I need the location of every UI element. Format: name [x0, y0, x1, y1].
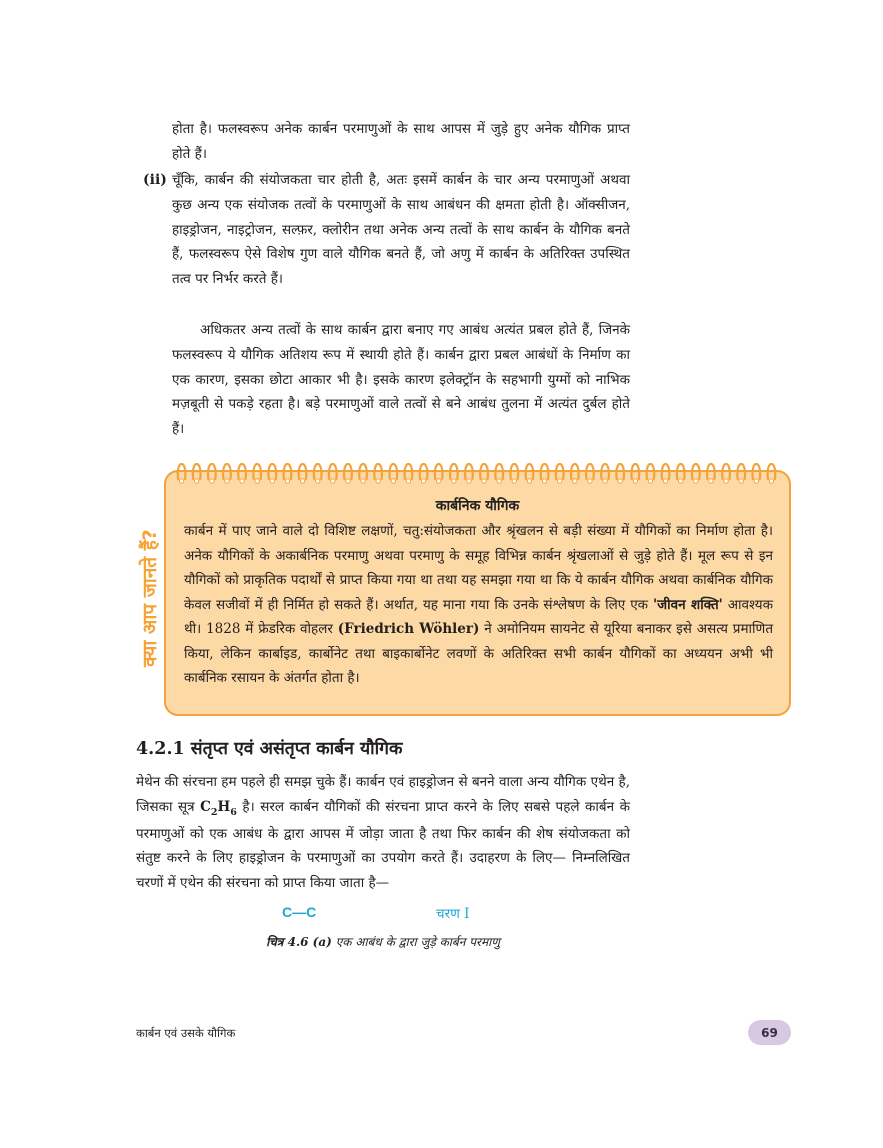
spiral-hole: [754, 479, 758, 483]
spiral-loop: [631, 464, 639, 479]
spiral-hole: [603, 479, 607, 483]
spiral-loop: [329, 464, 337, 479]
spiral-loop: [193, 464, 201, 479]
spiral-loop: [374, 464, 382, 479]
spiral-loop: [178, 464, 186, 479]
formula-h-subscript: 6: [230, 806, 237, 818]
spiral-hole: [512, 479, 516, 483]
box-text-part1: कार्बन में पाए जाने वाले दो विशिष्ट लक्षणों, चतु:संयोजकता और श्रृंखलन से बड़ी संख्या में यौगिकों का निर्माण होता है। अनेक यौगिकों के अकार्बनिक परमाणु अथवा परमाणु के समूह विभिन्न कार्बन श्रृंखलाओं से जुड़े होते हैं। मूल रूप से इन यौगिकों को प्राकृतिक पदार्थों से प्राप्त किया गया था तथा यह समझा गया था कि ये कार्बन यौगिक अथवा कार्बनिक यौगिक केवल सजीवों में ही निर्मित हो सकते हैं। अर्थात, यह माना गया कि उनके संश्लेषण के लिए एक: [184, 523, 773, 613]
spiral-loop: [253, 464, 261, 479]
spiral-hole: [300, 479, 304, 483]
spiral-loop: [752, 464, 760, 479]
spiral-loop: [647, 464, 655, 479]
spiral-loop: [435, 464, 443, 479]
ethane-formula: [200, 798, 237, 818]
spiral-loop: [223, 464, 231, 479]
spiral-hole: [633, 479, 637, 483]
spiral-loop: [526, 464, 534, 479]
spiral-hole: [452, 479, 456, 483]
footer-chapter-title: कार्बन एवं उसके यौगिक: [136, 1026, 236, 1040]
spiral-hole: [255, 479, 259, 483]
continuation-paragraph: होता है। फलस्वरूप अनेक कार्बन परमाणुओं के साथ आपस में जुड़े हुए अनेक यौगिक प्राप्त होते हैं।: [172, 121, 630, 162]
spiral-loop: [284, 464, 292, 479]
spiral-loop: [616, 464, 624, 479]
spiral-hole: [346, 479, 350, 483]
spiral-loop: [737, 464, 745, 479]
formula-h: H: [217, 798, 231, 815]
spiral-loop: [586, 464, 594, 479]
spiral-loop: [495, 464, 503, 479]
spiral-hole: [467, 479, 471, 483]
spiral-hole: [406, 479, 410, 483]
spiral-loop: [601, 464, 609, 479]
list-marker-ii: (ii): [143, 172, 167, 188]
spiral-hole: [497, 479, 501, 483]
section-text-part2: है। सरल कार्बन यौगिकों की संरचना प्राप्त करने के लिए सबसे पहले कार्बन के परमाणुओं को एक आबंध के द्वारा आपस में जोड़ा जाता है तथा फिर कार्बन की शेष संयोजकता को संतुष्ट करने के लिए हाइड्रोजन के परमाणुओं का उपयोग करते हैं। उदाहरण के लिए— निम्नलिखित चरणों में एथेन की संरचना को प्राप्त किया जाता है—: [136, 798, 631, 892]
spiral-loop: [405, 464, 413, 479]
spiral-loop: [465, 464, 473, 479]
did-you-know-label-text: क्या आप जानते हैं?: [139, 529, 162, 667]
spiral-loop: [722, 464, 730, 479]
box-text-part3: ने अमोनियम सायनेट से यूरिया बनाकर इसे असत्य प्रमाणित किया, लेकिन कार्बाइड, कार्बोनेट तथा बाइकार्बोनेट लवणों के अतिरिक्त सभी कार्बन यौगिकों का अध्ययन अभी भी कार्बनिक रसायन के अंतर्गत होता है।: [184, 621, 774, 686]
spiral-hole: [709, 479, 713, 483]
figure-caption: [136, 933, 630, 950]
spiral-loop: [389, 464, 397, 479]
spiral-hole: [557, 479, 561, 483]
spiral-loop: [768, 464, 776, 479]
spiral-loop: [556, 464, 564, 479]
spiral-hole: [194, 479, 198, 483]
spiral-hole: [179, 479, 183, 483]
spiral-hole: [527, 479, 531, 483]
figure-caption-text: एक आबंध के द्वारा जुड़े कार्बन परमाणु: [331, 935, 500, 949]
spiral-hole: [724, 479, 728, 483]
spiral-hole: [663, 479, 667, 483]
spiral-loop: [480, 464, 488, 479]
section-text-part1: मेथेन की संरचना हम पहले ही समझ चुके हैं। कार्बन एवं हाइड्रोजन से बनने वाला अन्य यौगिक एथेन है, जिसका सूत्र: [136, 774, 630, 815]
list-item-ii-text: चूँकि, कार्बन की संयोजकता चार होती है, अतः इसमें कार्बन के चार अन्य परमाणुओं अथवा कुछ अन्य एक संयोजक तत्वों के परमाणुओं के साथ आबंधन की क्षमता होती है। ऑक्सीजन, हाइड्रोजन, नाइट्रोजन, सल्फ़र, क्लोरीन तथा अनेक अन्य तत्वों के साथ कार्बन के यौगिक बनते हैं, फलस्वरूप ऐसे विशेष गुण वाले यौगिक बनते हैं, जो अणु में कार्बन के अतिरिक्त उपस्थित तत्व पर निर्भर करते हैं।: [172, 172, 630, 288]
spiral-hole: [573, 479, 577, 483]
spiral-hole: [331, 479, 335, 483]
strong-bonds-paragraph: अधिकतर अन्य तत्वों के साथ कार्बन द्वारा बनाए गए आबंध अत्यंत प्रबल होते हैं, जिनके फलस्वरूप ये यौगिक अतिशय रूप में स्थायी होते हैं। कार्बन द्वारा प्रबल आबंधों के निर्माण का एक कारण, इसका छोटा आकार भी है। इसके कारण इलेक्ट्रॉन के सहभागी युग्मों को नाभिक मज़बूती से पकड़े रहता है। बड़े परमाणुओं वाले तत्वों से बने आबंध तुलना में अत्यंत दुर्बल होते हैं।: [172, 322, 630, 438]
section-heading: 4.2.1 संतृप्त एवं असंतृप्त कार्बन यौगिक: [136, 739, 403, 759]
box-title: कार्बनिक यौगिक: [435, 498, 520, 514]
spiral-loop: [662, 464, 670, 479]
spiral-hole: [588, 479, 592, 483]
formula-c: C: [200, 798, 211, 815]
spiral-hole: [270, 479, 274, 483]
box-text-part2: आवश्यक थी। 1828 में फ्रेडरिक वोहलर: [184, 596, 773, 637]
formula-c-subscript: 2: [210, 806, 218, 818]
figure-step-label: चरण I: [436, 906, 470, 922]
spiral-loop: [208, 464, 216, 479]
spiral-hole: [678, 479, 682, 483]
spiral-loop: [268, 464, 276, 479]
spiral-hole: [648, 479, 652, 483]
spiral-loop: [541, 464, 549, 479]
spiral-hole: [210, 479, 214, 483]
section-paragraph: [136, 770, 630, 896]
spiral-hole: [436, 479, 440, 483]
spiral-loop: [359, 464, 367, 479]
spiral-hole: [618, 479, 622, 483]
spiral-loop: [450, 464, 458, 479]
spiral-hole: [225, 479, 229, 483]
spiral-hole: [421, 479, 425, 483]
spiral-hole: [482, 479, 486, 483]
figure-caption-label: चित्र 4.6 (a): [266, 935, 332, 949]
spiral-loop: [571, 464, 579, 479]
spiral-loop: [420, 464, 428, 479]
spiral-hole: [285, 479, 289, 483]
spiral-hole: [361, 479, 365, 483]
spiral-hole: [739, 479, 743, 483]
spiral-hole: [315, 479, 319, 483]
spiral-loop: [677, 464, 685, 479]
spiral-loop: [299, 464, 307, 479]
wohler-name: (Friedrich Wöhler): [337, 621, 480, 637]
box-text: [184, 519, 773, 691]
spiral-loop: [707, 464, 715, 479]
spiral-hole: [240, 479, 244, 483]
spiral-loop: [314, 464, 322, 479]
spiral-loop: [510, 464, 518, 479]
vital-force-term: 'जीवन शक्ति': [653, 596, 723, 613]
spiral-hole: [769, 479, 773, 483]
spiral-loop: [692, 464, 700, 479]
spiral-hole: [376, 479, 380, 483]
spiral-hole: [694, 479, 698, 483]
spiral-hole: [542, 479, 546, 483]
figure-formula: C—C: [282, 904, 317, 920]
page-number-badge: 69: [748, 1020, 791, 1045]
spiral-hole: [391, 479, 395, 483]
spiral-loop: [344, 464, 352, 479]
spiral-binding-decoration: [174, 455, 779, 487]
spiral-loop: [238, 464, 246, 479]
